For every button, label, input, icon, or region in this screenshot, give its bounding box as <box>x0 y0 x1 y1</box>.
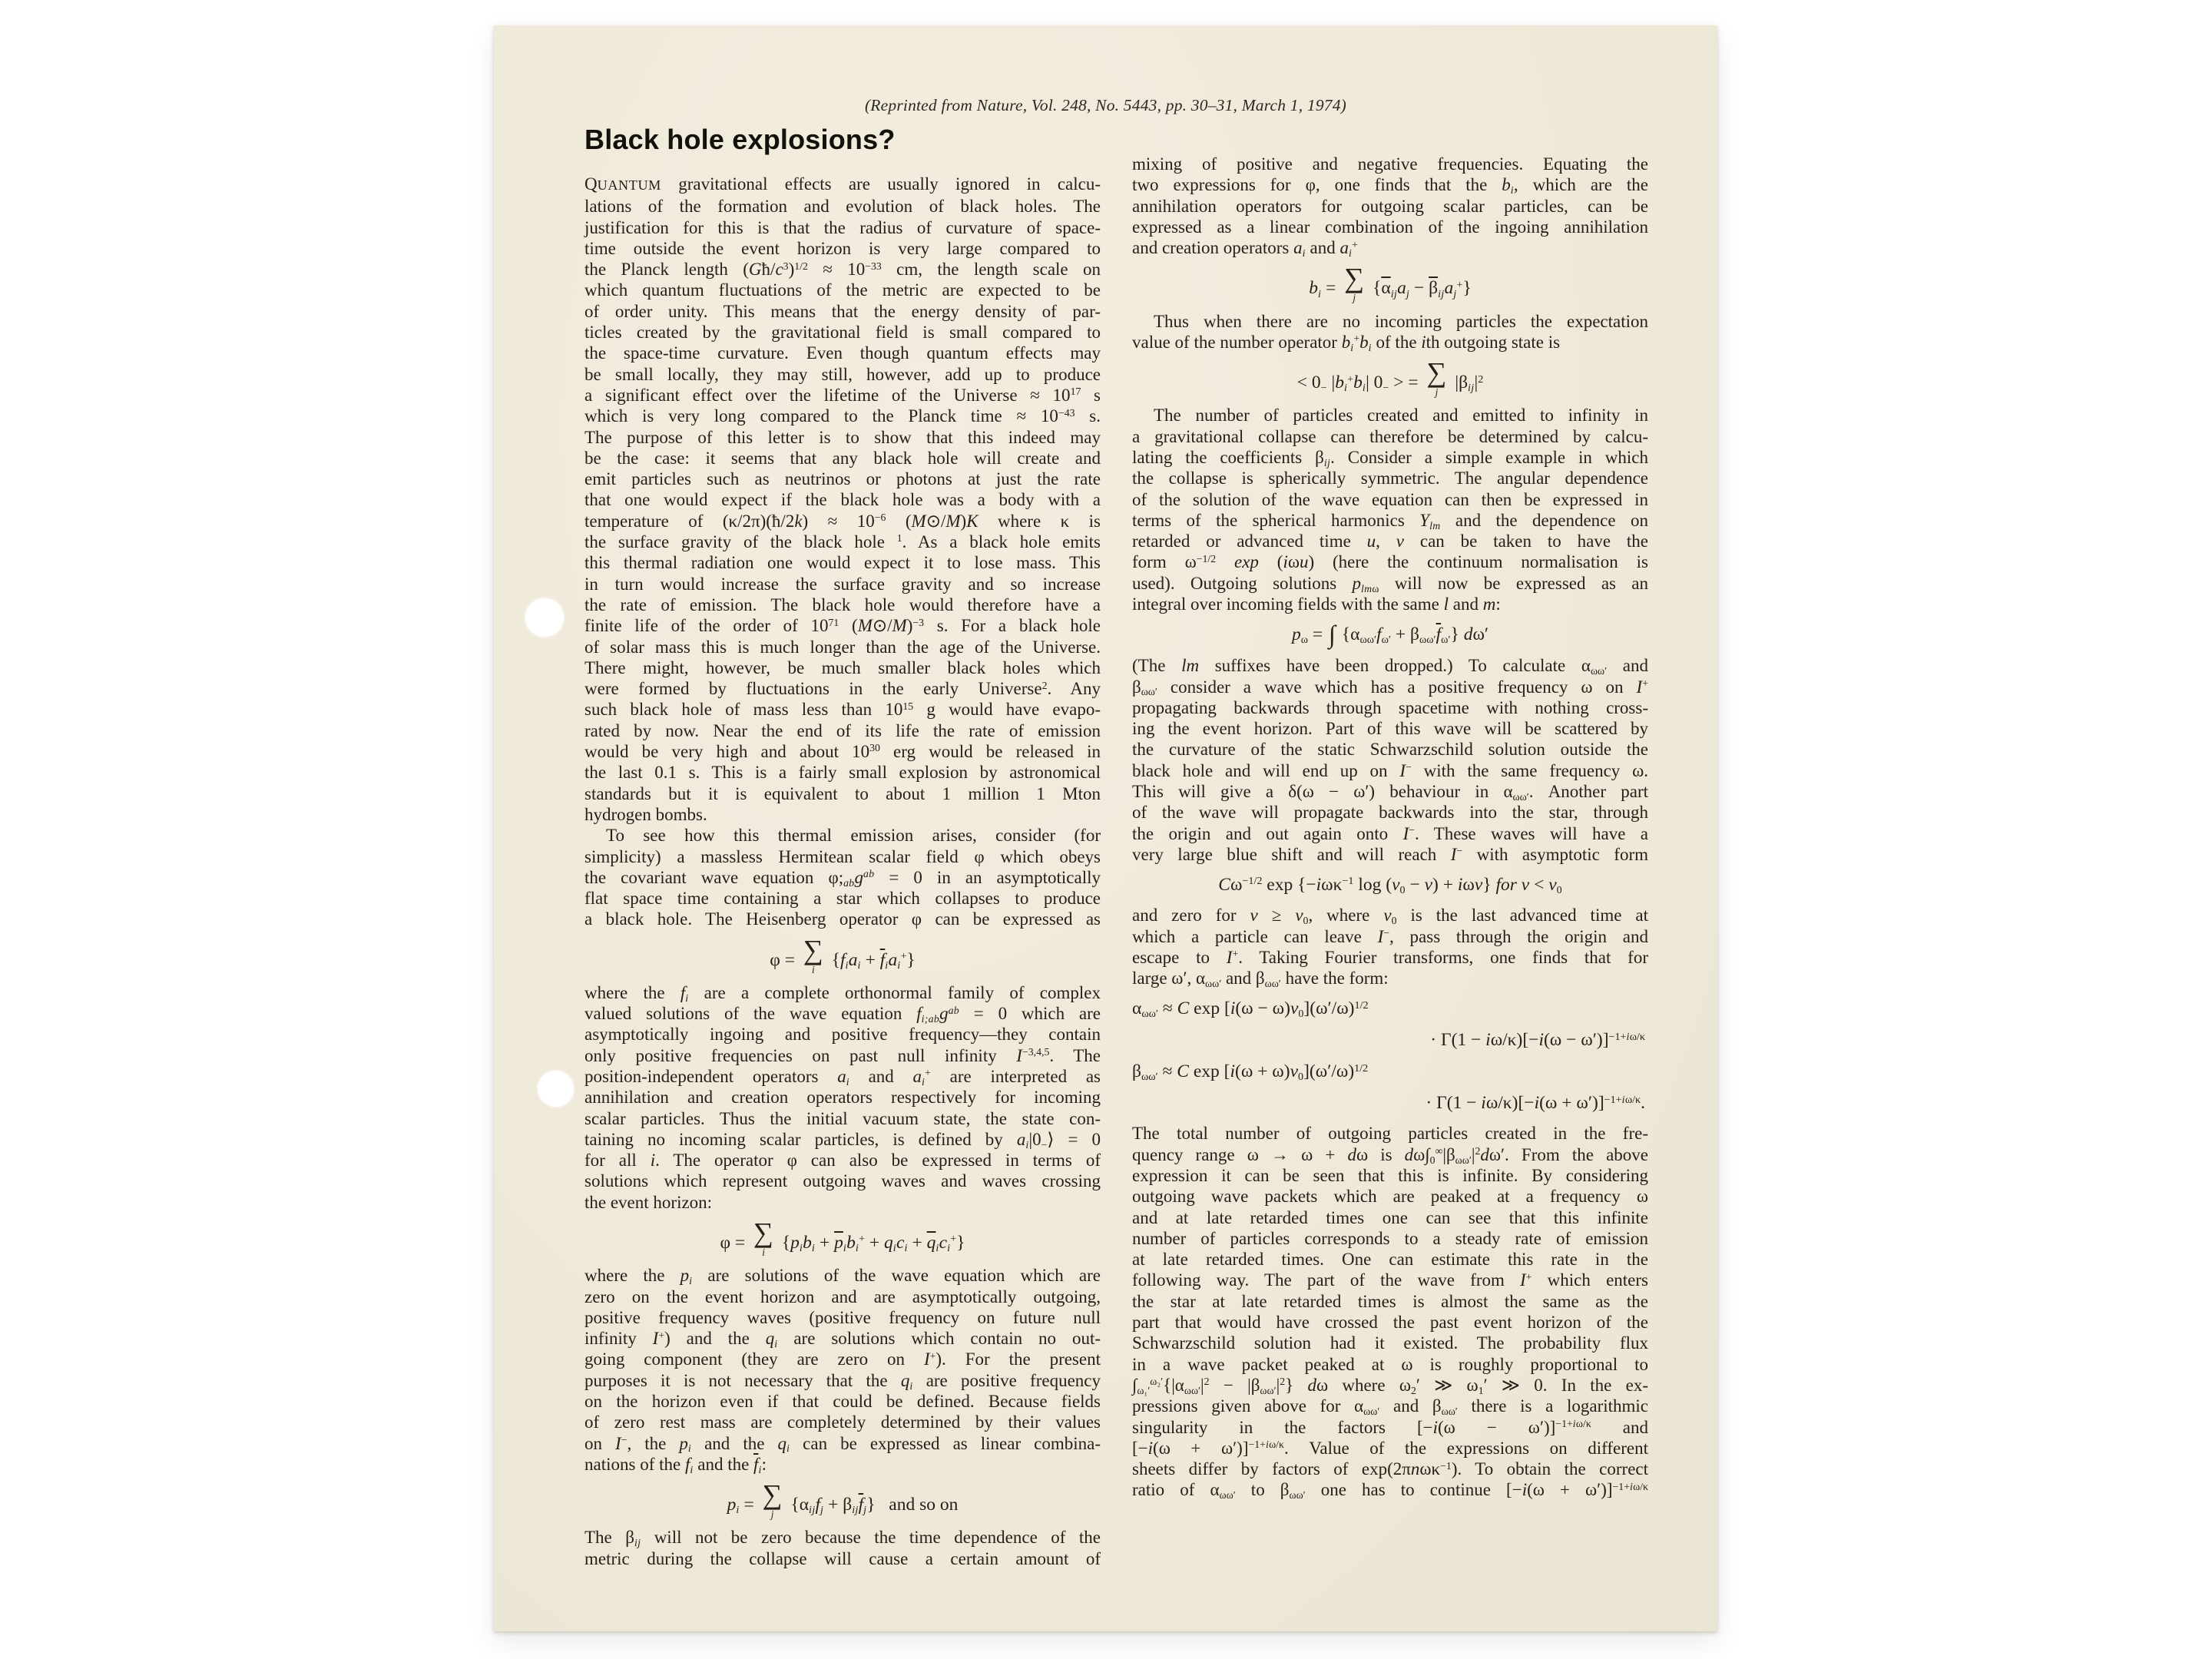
text-line: which a particle can leave I−, pass through the origin and <box>1132 926 1648 946</box>
text-line: $\beta_{\omega\omega'}$ consider a wave which has a positive frequency ω on I+ <box>1132 677 1648 698</box>
text-line: infinity I+) and the $q_i$ are solutions which contain no out- <box>584 1329 1101 1349</box>
text-line: used). Outgoing solutions $p_{lm\omega}$ will now be expressed as an <box>1132 573 1648 594</box>
equation: $p_\omega$ = ∫ $\{\alpha_{\omega\omega'}f_{\omega'} + \beta_{\omega\omega'}\overline{f}_{\omega'}\}$ dω′ <box>1291 621 1489 650</box>
text-line: value of the number operator $b_i^+b_i$ of the ith outgoing state is <box>1132 332 1561 353</box>
text-line: which quantum fluctuations of the metric are expected to be <box>584 280 1101 300</box>
hole-punch-top <box>525 598 564 637</box>
text-line: $[-i(\omega + \omega')]^{-1+i\omega/\kappa}$. Value of the expressions on different <box>1132 1438 1648 1458</box>
text-line: emit particles such as neutrinos or photons at just the rate <box>584 469 1101 489</box>
column-right <box>1132 154 1648 1501</box>
text-line: in a wave packet peaked at ω is roughly proportional to <box>1132 1354 1648 1374</box>
text-line: rated by now. Near the end of its life the rate of emission <box>584 720 1101 740</box>
equation: $\alpha_{\omega\omega'} \approx C$ $\exp [i(\omega - \omega)v_0](\omega'/\omega)^{1/2}$ <box>1132 998 1369 1021</box>
text-line: singularity in the factors $[-i(\omega - \omega')]^{-1+i\omega/\kappa}$ and <box>1132 1417 1648 1437</box>
text-line: such black hole of mass less than $10^{15}$ g would have evapo- <box>584 700 1101 720</box>
text-line: and zero for $v \ge v_0$, where $v_0$ is the last advanced time at <box>1132 906 1649 927</box>
text-line: only positive frequencies on past null infinity $I^{-3,4,5}$. The <box>584 1045 1101 1065</box>
text-line: taining no incoming scalar particles, is defined by $a_i|0_-⟩ = 0$ <box>584 1129 1101 1151</box>
text-line: for all i. The operator φ can also be expressed in terms of <box>584 1151 1101 1171</box>
text-line: on I−, the $p_i$ and the $q_i$ can be expressed as linear combina- <box>584 1433 1101 1455</box>
text-line: the event horizon: <box>584 1192 713 1212</box>
text-line: that one would expect if the black hole was a body with a <box>584 490 1101 510</box>
text-line: temperature of (κ/2π)(ħ/2k) ≈ $10^{-6}$ (M⊙/M)K where κ is <box>584 511 1101 531</box>
reprint-citation: (Reprinted from Nature, Vol. 248, No. 5443, pp. 30–31, March 1, 1974) <box>864 96 1347 114</box>
text-line: the space-time curvature. Even though quantum effects may <box>584 343 1101 363</box>
text-line: ticles created by the gravitational field is small compared to <box>584 323 1101 343</box>
text-line: of order unity. This means that the energy density of par- <box>584 301 1101 321</box>
text-line: expression it can be seen that this is infinite. By considering <box>1132 1165 1648 1185</box>
text-line: part that would have crossed the past event horizon of the <box>1132 1313 1648 1333</box>
text-line: To see how this thermal emission arises, consider (for <box>606 826 1101 846</box>
text-line: outgoing wave packets which are peaked at a frequency ω <box>1132 1187 1648 1207</box>
text-line: in turn would increase the surface gravity and so increase <box>584 574 1101 594</box>
text-line: This will give a δ(ω − ω′) behaviour in $\alpha_{\omega\omega'}$. Another part <box>1132 782 1648 803</box>
equation: $\beta_{\omega\omega'} \approx C$ $\exp [i(\omega + \omega)v_0](\omega'/\omega)^{1/2}$ <box>1132 1061 1369 1084</box>
text-line: ratio of $\alpha_{\omega\omega'}$ to $\beta_{\omega\omega'}$ one has to continue $[-i(\omega + \omega')]^{-1+i\omega/\kappa}$ <box>1132 1480 1648 1502</box>
article-title: Black hole explosions? <box>584 124 896 155</box>
text-line: standards but it is equivalent to about 1 million 1 Mton <box>584 783 1101 803</box>
text-line: a black hole. The Heisenberg operator φ can be expressed as <box>584 909 1101 929</box>
text-line: pressions given above for $\alpha_{\omega\omega'}$ and $\beta_{\omega\omega'}$ there is a logarithmic <box>1132 1396 1649 1418</box>
text-line: be small locally, they may still, however, add up to produce <box>584 364 1101 384</box>
text-line: of the wave will propagate backwards into the star, through <box>1132 803 1648 823</box>
text-line: finite life of the order of $10^{71}$ (M⊙/M)$^{-3}$ s. For a black hole <box>584 616 1101 636</box>
equation: · $\Gamma(1 - i\omega/\kappa)[-i(\omega + \omega')]^{-1+i\omega/\kappa}$. <box>1426 1093 1645 1114</box>
text-line: large ω′, $\alpha_{\omega\omega'}$ and $\beta_{\omega\omega'}$ have the form: <box>1132 969 1389 989</box>
text-line: purposes it is not necessary that the $q_i$ are positive frequency <box>584 1370 1101 1392</box>
text-line: at late retarded times. One can estimate this rate in the <box>1132 1250 1648 1270</box>
column-left <box>584 174 1101 1569</box>
text-line: metric during the collapse will cause a certain amount of <box>584 1548 1101 1568</box>
equation: φ = ∑ i $\{p_ib_i + \overline{p}_ib_i^+ + q_ic_i + \overline{q}_ic_i^+\}$ <box>720 1217 965 1259</box>
text-line: of zero rest mass are completely determined by their values <box>584 1412 1101 1432</box>
text-line: Schwarzschild solution had it existed. The probability flux <box>1132 1333 1648 1353</box>
text-line: terms of the spherical harmonics $Y_{lm}$ and the dependence on <box>1132 510 1648 531</box>
text-line: the star at late retarded times is almost the same as the <box>1132 1291 1648 1311</box>
text-line: the last 0.1 s. This is a fairly small explosion by astronomical <box>584 763 1101 783</box>
text-line: of solar mass this is much longer than the age of the Universe. <box>584 637 1101 657</box>
text-line: zero on the event horizon and are asymptotically outgoing, <box>584 1286 1101 1306</box>
text-line: retarded or advanced time u, v can be taken to have the <box>1132 531 1649 551</box>
text-line: following way. The part of the wave from I+ which enters <box>1132 1270 1648 1290</box>
text-line: annihilation and creation operators respectively for incoming <box>584 1088 1101 1108</box>
text-line: and at late retarded times one can see that this infinite <box>1132 1207 1648 1227</box>
text-line: the Planck length $(Għ/c^3)^{1/2} \approx 10^{-33}$ cm, the length scale on <box>584 260 1101 280</box>
text-line: asymptotically ingoing and positive frequency—they contain <box>584 1025 1101 1045</box>
text-line: going component (they are zero on I+). For the present <box>584 1349 1101 1369</box>
text-line: The total number of outgoing particles created in the fre- <box>1132 1124 1648 1144</box>
text-line: Thus when there are no incoming particles the expectation <box>1154 311 1648 331</box>
text-line: flat space time containing a star which collapses to produce <box>584 889 1101 909</box>
text-line: the collapse is spherically symmetric. The angular dependence <box>1132 469 1648 488</box>
text-line: The number of particles created and emitted to infinity in <box>1154 406 1648 426</box>
text-line: the rate of emission. The black hole would therefore have a <box>584 594 1101 614</box>
equation: $b_i$ = ∑ j $\{\overline{\alpha}_{ij}a_j - \overline{\beta}_{ij}a_j^+\}$ <box>1309 263 1472 304</box>
text-line: annihilation operators for outgoing scalar particles, can be <box>1132 196 1648 216</box>
text-line: position-independent operators $a_i$ and $a_i^+$ are interpreted as <box>584 1067 1101 1088</box>
text-line: $\int_{\omega_1'}^{\omega_2'}\{|\alpha_{\omega\omega'}|^2 - |\beta_{\omega\omega'}|^2\}$ dω where $\omega_2'$ ≫ $\omega_1'$ ≫ 0. In the ex- <box>1132 1375 1648 1396</box>
text-line: of the solution of the wave equation can then be expressed in <box>1132 489 1648 509</box>
paper-sheet <box>494 25 1717 1631</box>
text-line: would be very high and about $10^{30}$ erg would be released in <box>584 742 1101 762</box>
equation: $p_i$ = ∑ j $\{\alpha_{ij}f_j + \beta_{ij}\overline{f}_j\}$ and so on <box>727 1479 959 1521</box>
text-line: lations of the formation and evolution of black holes. The <box>584 197 1101 217</box>
text-line: on the horizon even if that could be defined. Because fields <box>584 1391 1101 1411</box>
text-line: ing the event horizon. Part of this wave will be scattered by <box>1132 719 1648 739</box>
text-line: number of particles corresponds to a steady rate of emission <box>1132 1228 1648 1248</box>
text-line: QUANTUM gravitational effects are usually ignored in calcu- <box>584 174 1101 194</box>
text-line: solutions which represent outgoing waves and waves crossing <box>584 1171 1101 1191</box>
text-line: which is very long compared to the Planck time ≈ $10^{-43}$ s. <box>584 406 1101 426</box>
text-line: valued solutions of the wave equation $f_{i;ab}g^{ab} = 0$ which are <box>584 1004 1101 1025</box>
text-line: scalar particles. Thus the initial vacuum state, the state con- <box>584 1108 1101 1128</box>
text-line: expressed as a linear combination of the ingoing annihilation <box>1132 217 1648 237</box>
text-line: integral over incoming fields with the same l and m: <box>1132 594 1501 614</box>
text-line: simplicity) a massless Hermitean scalar field φ which obeys <box>584 846 1101 866</box>
text-line: a significant effect over the lifetime of the Universe ≈ $10^{17}$ s <box>584 385 1101 405</box>
text-line: (The lm suffixes have been dropped.) To calculate $\alpha_{\omega\omega'}$ and <box>1132 656 1649 677</box>
equation: φ = ∑ i $\{f_ia_i + \overline{f}_ia_i^+\}$ <box>770 934 916 975</box>
equation: < $0_-$ $|b_i^+b_i|$ $0_-$ > = ∑ j $|\beta_{ij}|^2$ <box>1296 357 1484 399</box>
equation: $C\omega^{-1/2}$ exp {−iωκ$^{-1}$ $\log (v_0 - v) + i\omega v$} for $v < v_0$ <box>1218 875 1562 897</box>
text-line: were formed by fluctuations in the early Universe$^2$. Any <box>584 679 1101 699</box>
text-line: the curvature of the static Schwarzschild solution outside the <box>1132 740 1648 760</box>
text-line: time outside the event horizon is very large compared to <box>584 238 1101 258</box>
text-line: propagating backwards through spacetime with nothing cross- <box>1132 697 1648 717</box>
text-line: and creation operators $a_i$ and $a_i^+$ <box>1132 238 1358 260</box>
text-line: hydrogen bombs. <box>584 804 707 824</box>
text-line: lating the coefficients $\beta_{ij}$. Consider a simple example in which <box>1132 447 1649 469</box>
text-line: two expressions for φ, one finds that the $b_i$, which are the <box>1132 175 1648 197</box>
text-line: be the case: it seems that any black hole will create and <box>584 448 1101 468</box>
text-line: The purpose of this letter is to show that this indeed may <box>584 427 1101 447</box>
text-line: sheets differ by factors of exp(2πnωκ$^{-1}$). To obtain the correct <box>1132 1459 1649 1479</box>
text-line: where the $f_i$ are a complete orthonormal family of complex <box>584 982 1101 1004</box>
text-line: mixing of positive and negative frequencies. Equating the <box>1132 154 1648 174</box>
text-line: The $\beta_{ij}$ will not be zero because the time dependence of the <box>584 1528 1101 1549</box>
text-line: There might, however, be much smaller black holes which <box>584 657 1101 677</box>
text-line: nations of the $f_i$ and the $\overline{f}_i$: <box>584 1454 767 1475</box>
equation: · $\Gamma(1 - i\omega/\kappa)[-i(\omega - \omega')]^{-1+i\omega/\kappa}$ <box>1430 1030 1645 1051</box>
text-line: the covariant wave equation $\varphi;_{ab}g^{ab} = 0$ in an asymptotically <box>584 867 1101 889</box>
hole-punch-bottom <box>538 1071 574 1107</box>
text-line: positive frequency waves (positive frequency on future null <box>584 1307 1101 1327</box>
text-line: this thermal radiation one would expect it to lose mass. This <box>584 553 1101 573</box>
text-line: the origin and out again onto I−. These waves will have a <box>1132 823 1648 843</box>
text-line: escape to I+. Taking Fourier transforms, one finds that for <box>1132 947 1648 967</box>
text-line: very large blue shift and will reach I− with asymptotic form <box>1132 844 1648 864</box>
text-line: where the $p_i$ are solutions of the wave equation which are <box>584 1266 1101 1287</box>
text-line: quency range ω → ω + dω is $d\omega\int_0^\infty|\beta_{\omega\omega'}|^2d\omega'$. From the above <box>1132 1144 1648 1166</box>
text-line: justification for this is that the radius of curvature of space- <box>584 217 1101 237</box>
text-line: the surface gravity of the black hole $^1$. As a black hole emits <box>584 532 1101 552</box>
text-line: form $\omega^{-1/2}$ exp (iωu) (here the continuum normalisation is <box>1132 552 1648 572</box>
text-line: a gravitational collapse can therefore be determined by calcu- <box>1132 426 1648 446</box>
text-line: black hole and will end up on I− with the same frequency ω. <box>1132 760 1648 780</box>
